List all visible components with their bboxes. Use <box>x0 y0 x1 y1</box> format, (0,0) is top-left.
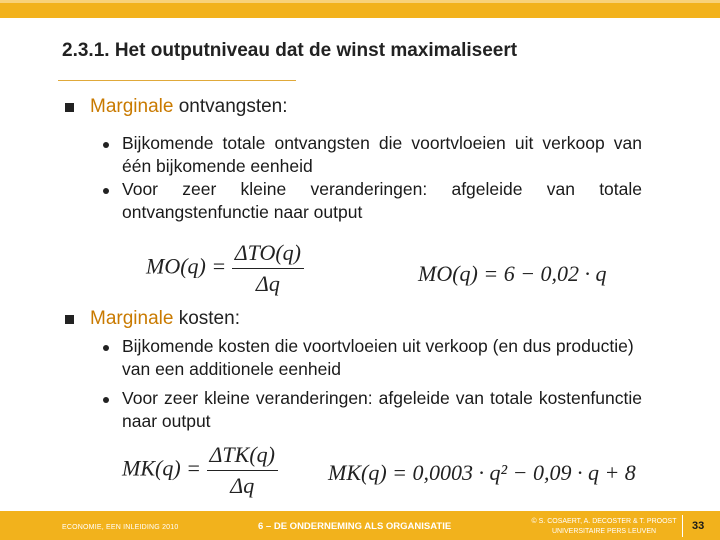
top-bar <box>0 0 720 18</box>
formula-mk-definition <box>122 442 278 499</box>
bullet-dot <box>103 397 109 403</box>
footer-chapter: 6 – DE ONDERNEMING ALS ORGANISATIE <box>258 521 452 532</box>
top-bar-strip <box>0 0 720 3</box>
footer-course: ECONOMIE, EEN INLEIDING 2010 <box>62 524 179 531</box>
footer-copyright-line2: UNIVERSITAIRE PERS LEUVEN <box>551 528 657 535</box>
formula-lhs: MO(q) = <box>146 253 227 279</box>
bullet-text: Bijkomende kosten die voortvloeien uit verkoop (en dus productie) van een additionele eenheid <box>122 336 634 379</box>
formula-numerator: ΔTK(q) <box>207 442 278 471</box>
bullet-dot <box>103 142 109 148</box>
page-number: 33 <box>692 520 705 532</box>
bullet-text: Voor zeer kleine veranderingen: afgeleide van totale kostenfunctie naar output <box>122 388 642 431</box>
formula-mk-function: MK(q) = 0,0003 · q² − 0,09 · q + 8 <box>328 460 636 485</box>
bullet-dot <box>103 188 109 194</box>
formula-mo-definition <box>146 240 304 297</box>
formula-fraction <box>232 240 304 297</box>
heading-rest: kosten: <box>173 308 240 329</box>
formula-mo-function: MO(q) = 6 − 0,02 · q <box>418 261 607 286</box>
title-underline <box>58 80 296 81</box>
bullet-text: Voor zeer kleine veranderingen: afgeleide van totale ontvangstenfunctie naar output <box>122 179 642 222</box>
heading-rest: ontvangsten: <box>173 96 288 117</box>
formula-denominator: Δq <box>255 271 280 296</box>
footer-separator <box>682 515 683 537</box>
formula-lhs: MK(q) = <box>122 455 201 481</box>
slide-title: 2.3.1. Het outputniveau dat de winst maximaliseert <box>62 40 518 61</box>
bullet-text: Bijkomende totale ontvangsten die voortvloeien uit verkoop van één bijkomende eenheid <box>122 133 642 176</box>
footer-copyright <box>524 517 684 537</box>
formula-denominator: Δq <box>230 473 255 498</box>
heading-highlight: Marginale <box>90 96 174 117</box>
formula-numerator: ΔTO(q) <box>232 240 304 269</box>
bullet-dot <box>103 345 109 351</box>
formula-fraction <box>207 442 278 499</box>
footer-copyright-line1: © S. COSAERT, A. DECOSTER & T. PROOST <box>531 518 677 525</box>
section-heading-ontvangsten <box>90 96 288 118</box>
heading-highlight: Marginale <box>90 308 174 329</box>
section-bullet-square <box>65 315 74 324</box>
footer-bar <box>0 511 720 540</box>
section-heading-kosten <box>90 308 240 330</box>
section-bullet-square <box>65 103 74 112</box>
